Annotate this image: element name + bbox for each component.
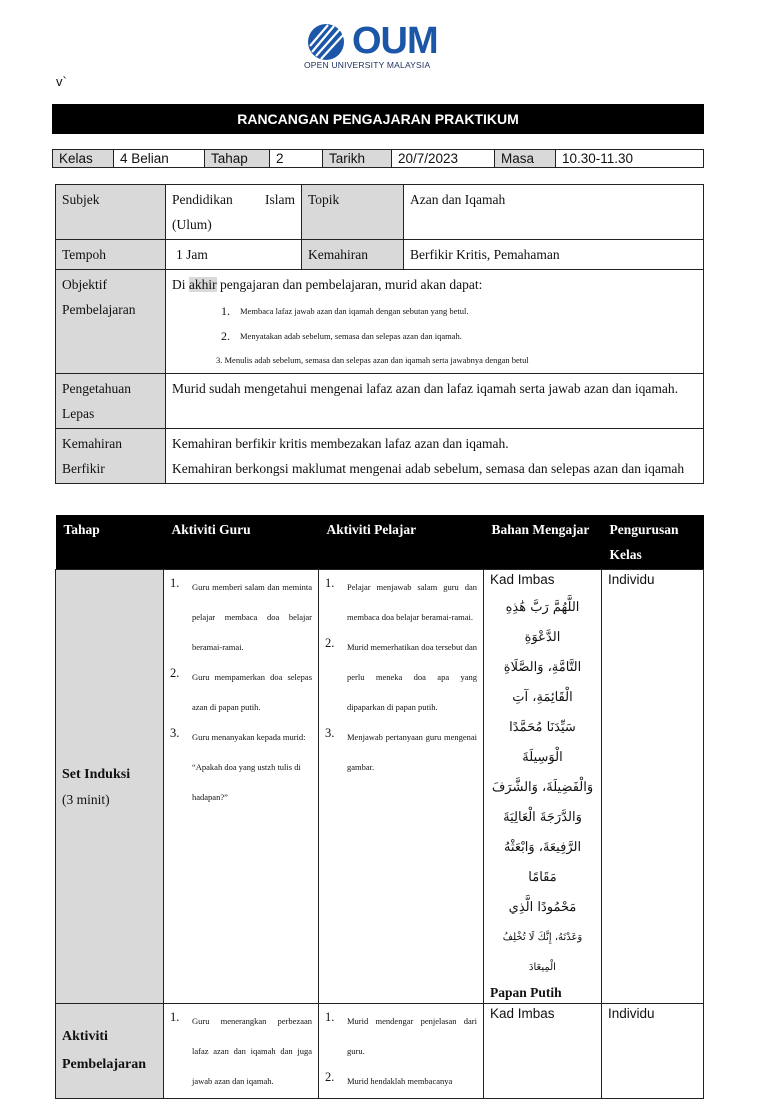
doa-text xyxy=(490,593,595,983)
set-induksi-guru xyxy=(164,570,319,1004)
step-number: 1. xyxy=(170,1010,180,1024)
step-number: 2. xyxy=(170,666,180,680)
tarikh-value: 20/7/2023 xyxy=(392,150,495,168)
kemahiran-berfikir-label xyxy=(56,429,166,484)
objektif-label-2: Pembelajaran xyxy=(62,302,136,317)
step-text: Guru menanyakan kepada murid: xyxy=(192,732,306,742)
doa-line: اللَّهُمَّ رَبَّ هَٰذِهِ الدَّعْوَةِ xyxy=(505,600,580,645)
tahap-label: Tahap xyxy=(205,150,270,168)
objektif-item xyxy=(172,324,697,349)
objektif-label xyxy=(56,270,166,374)
tarikh-label: Tarikh xyxy=(323,150,392,168)
pengetahuan-label-1: Pengetahuan xyxy=(62,381,131,396)
doa-line: الْقَائِمَةِ، آتِ xyxy=(512,690,573,705)
objektif-content xyxy=(166,270,704,374)
objektif-list xyxy=(172,299,697,349)
tahap-value: 2 xyxy=(270,150,323,168)
step-text: Murid hendaklah membacanya xyxy=(347,1076,453,1086)
aktiviti-stage xyxy=(56,1004,164,1099)
set-induksi-stage xyxy=(56,570,164,1004)
set-induksi-title: Set Induksi xyxy=(62,766,131,782)
kb-label-2: Berfikir xyxy=(62,461,105,476)
activity-header-row xyxy=(56,515,704,570)
step-number: 2. xyxy=(325,636,335,650)
tempoh-label: Tempoh xyxy=(56,240,166,270)
step-text: Guru mempamerkan doa selepas azan di papan putih. xyxy=(192,672,312,712)
bahan-papan-putih: Papan Putih xyxy=(490,985,562,1000)
guru-step xyxy=(170,662,312,722)
pengetahuan-value: Murid sudah mengetahui mengenai lafaz azan dan lafaz iqamah serta jawab azan dan iqamah. xyxy=(166,374,704,429)
kelas-label: Kelas xyxy=(53,150,114,168)
set-induksi-duration: (3 minit) xyxy=(62,791,110,807)
header-tahap: Tahap xyxy=(56,515,164,570)
step-number: 1. xyxy=(325,1010,335,1024)
subjek-word-1: Pendidikan xyxy=(172,192,233,207)
kemahiran-label: Kemahiran xyxy=(302,240,404,270)
topik-label: Topik xyxy=(302,185,404,240)
step-text: Murid memerhatikan doa tersebut dan perlu meneka doa apa yang dipaparkan di papan putih. xyxy=(347,642,477,712)
objektif-intro-2: pengajaran dan pembelajaran, murid akan dapat: xyxy=(220,277,483,292)
header-aktiviti-pelajar: Aktiviti Pelajar xyxy=(319,515,484,570)
kemahiran-berfikir-row xyxy=(56,429,704,484)
kelas-value: 4 Belian xyxy=(114,150,205,168)
pengetahuan-row xyxy=(56,374,704,429)
objektif-intro-highlight: akhir xyxy=(188,277,217,292)
aktiviti-guru xyxy=(164,1004,319,1099)
step-text: Pelajar menjawab salam guru dan membaca doa belajar beramai-ramai. xyxy=(347,582,477,622)
masa-value: 10.30-11.30 xyxy=(556,150,704,168)
tempoh-row xyxy=(56,240,704,270)
pelajar-step xyxy=(325,572,477,632)
kemahiran-value: Berfikir Kritis, Pemahaman xyxy=(404,240,704,270)
class-info-table xyxy=(52,149,704,168)
guru-step xyxy=(170,572,312,662)
aktiviti-bahan: Kad Imbas xyxy=(484,1004,602,1099)
doa-line: مَحْمُودًا الَّذِي xyxy=(508,900,577,915)
bahan-kad-imbas: Kad Imbas xyxy=(490,572,555,587)
step-number: 2. xyxy=(325,1070,335,1084)
doa-line: وَالدَّرَجَةَ الْعَالِيَةَ xyxy=(503,810,582,825)
objektif-label-1: Objektif xyxy=(62,277,107,292)
topik-value: Azan dan Iqamah xyxy=(404,185,704,240)
aktiviti-title-2: Pembelajaran xyxy=(62,1057,146,1072)
aktiviti-row xyxy=(56,1004,704,1099)
step-number: 3. xyxy=(325,726,335,740)
doa-line: التَّامَّةِ، وَالصَّلَاةِ xyxy=(503,660,582,675)
header-aktiviti-guru: Aktiviti Guru xyxy=(164,515,319,570)
objektif-text: Membaca lafaz jawab azan dan iqamah dengan sebutan yang betul. xyxy=(240,306,469,316)
guru-quote: “Apakah doa yang ustzh tulis di hadapan?” xyxy=(192,762,301,802)
logo-subtitle: OPEN UNIVERSITY MALAYSIA xyxy=(304,60,431,70)
subjek-word-2: Islam xyxy=(265,192,295,207)
aktiviti-pelajar xyxy=(319,1004,484,1099)
set-induksi-pelajar xyxy=(319,570,484,1004)
lesson-details-table xyxy=(55,184,704,484)
aktiviti-pengurusan: Individu xyxy=(602,1004,704,1099)
aktiviti-title-1: Aktiviti xyxy=(62,1029,108,1044)
step-text: Menjawab pertanyaan guru mengenai gambar. xyxy=(347,732,477,772)
kb-label-1: Kemahiran xyxy=(62,436,122,451)
pelajar-step xyxy=(325,722,477,782)
pelajar-step xyxy=(325,632,477,722)
pengetahuan-label xyxy=(56,374,166,429)
doa-line: وَالْفَضِيلَةَ، وَالشَّرَفَ xyxy=(491,780,594,795)
objektif-item-3: 3. Menulis adab sebelum, semasa dan selepas azan dan iqamah serta jawabnya dengan betul xyxy=(216,355,529,365)
objektif-number: 2. xyxy=(221,329,230,343)
kb-line-1: Kemahiran berfikir kritis membezakan lafaz azan dan iqamah. xyxy=(172,436,509,451)
objektif-row xyxy=(56,270,704,374)
set-induksi-pengurusan: Individu xyxy=(602,570,704,1004)
step-number: 3. xyxy=(170,726,180,740)
step-text: Murid mendengar penjelasan dari guru. xyxy=(347,1016,477,1056)
doa-line: وَعَدْتَهُ، إِنَّكَ لَا تُخْلِفُ الْمِيعَادَ xyxy=(502,932,583,973)
step-number: 1. xyxy=(325,576,335,590)
oum-logo xyxy=(300,22,460,74)
logo-wordmark: OUM xyxy=(352,20,438,62)
header-bahan-mengajar: Bahan Mengajar xyxy=(484,515,602,570)
objektif-intro-1: Di xyxy=(172,277,186,292)
guru-step xyxy=(170,722,312,752)
set-induksi-row xyxy=(56,570,704,1004)
step-text: Guru menerangkan perbezaan lafaz azan dan iqamah dan juga jawab azan dan iqamah. xyxy=(192,1016,312,1086)
stray-mark: v` xyxy=(56,74,67,89)
tempoh-value: 1 Jam xyxy=(166,240,302,270)
guru-step xyxy=(170,1006,312,1096)
subjek-word-3: (Ulum) xyxy=(172,217,212,232)
oum-globe-icon xyxy=(304,22,350,62)
objektif-intro xyxy=(172,272,697,297)
masa-label: Masa xyxy=(495,150,556,168)
objektif-number: 1. xyxy=(221,304,230,318)
subjek-label: Subjek xyxy=(56,185,166,240)
step-number: 1. xyxy=(170,576,180,590)
kemahiran-berfikir-value xyxy=(166,429,704,484)
pelajar-step xyxy=(325,1066,477,1096)
pelajar-step xyxy=(325,1006,477,1066)
activity-table xyxy=(55,515,704,1099)
set-induksi-bahan xyxy=(484,570,602,1004)
subjek-row xyxy=(56,185,704,240)
step-text: Guru memberi salam dan meminta pelajar membaca doa belajar beramai-ramai. xyxy=(192,582,312,652)
doa-line: الرَّفِيعَةَ، وَابْعَثْهُ مَقَامًا xyxy=(503,840,582,885)
pengetahuan-label-2: Lepas xyxy=(62,406,95,421)
objektif-item xyxy=(172,299,697,324)
doa-line: سَيِّدَنَا مُحَمَّدًا الْوَسِيلَةَ xyxy=(509,720,576,765)
header-pengurusan-kelas: Pengurusan Kelas xyxy=(602,515,704,570)
kb-line-2: Kemahiran berkongsi maklumat mengenai adab sebelum, semasa dan selepas azan dan iqamah xyxy=(172,461,685,476)
subjek-value xyxy=(166,185,302,240)
page-title: RANCANGAN PENGAJARAN PRAKTIKUM xyxy=(52,104,704,134)
objektif-text: Menyatakan adab sebelum, semasa dan selepas azan dan iqamah. xyxy=(240,331,462,341)
